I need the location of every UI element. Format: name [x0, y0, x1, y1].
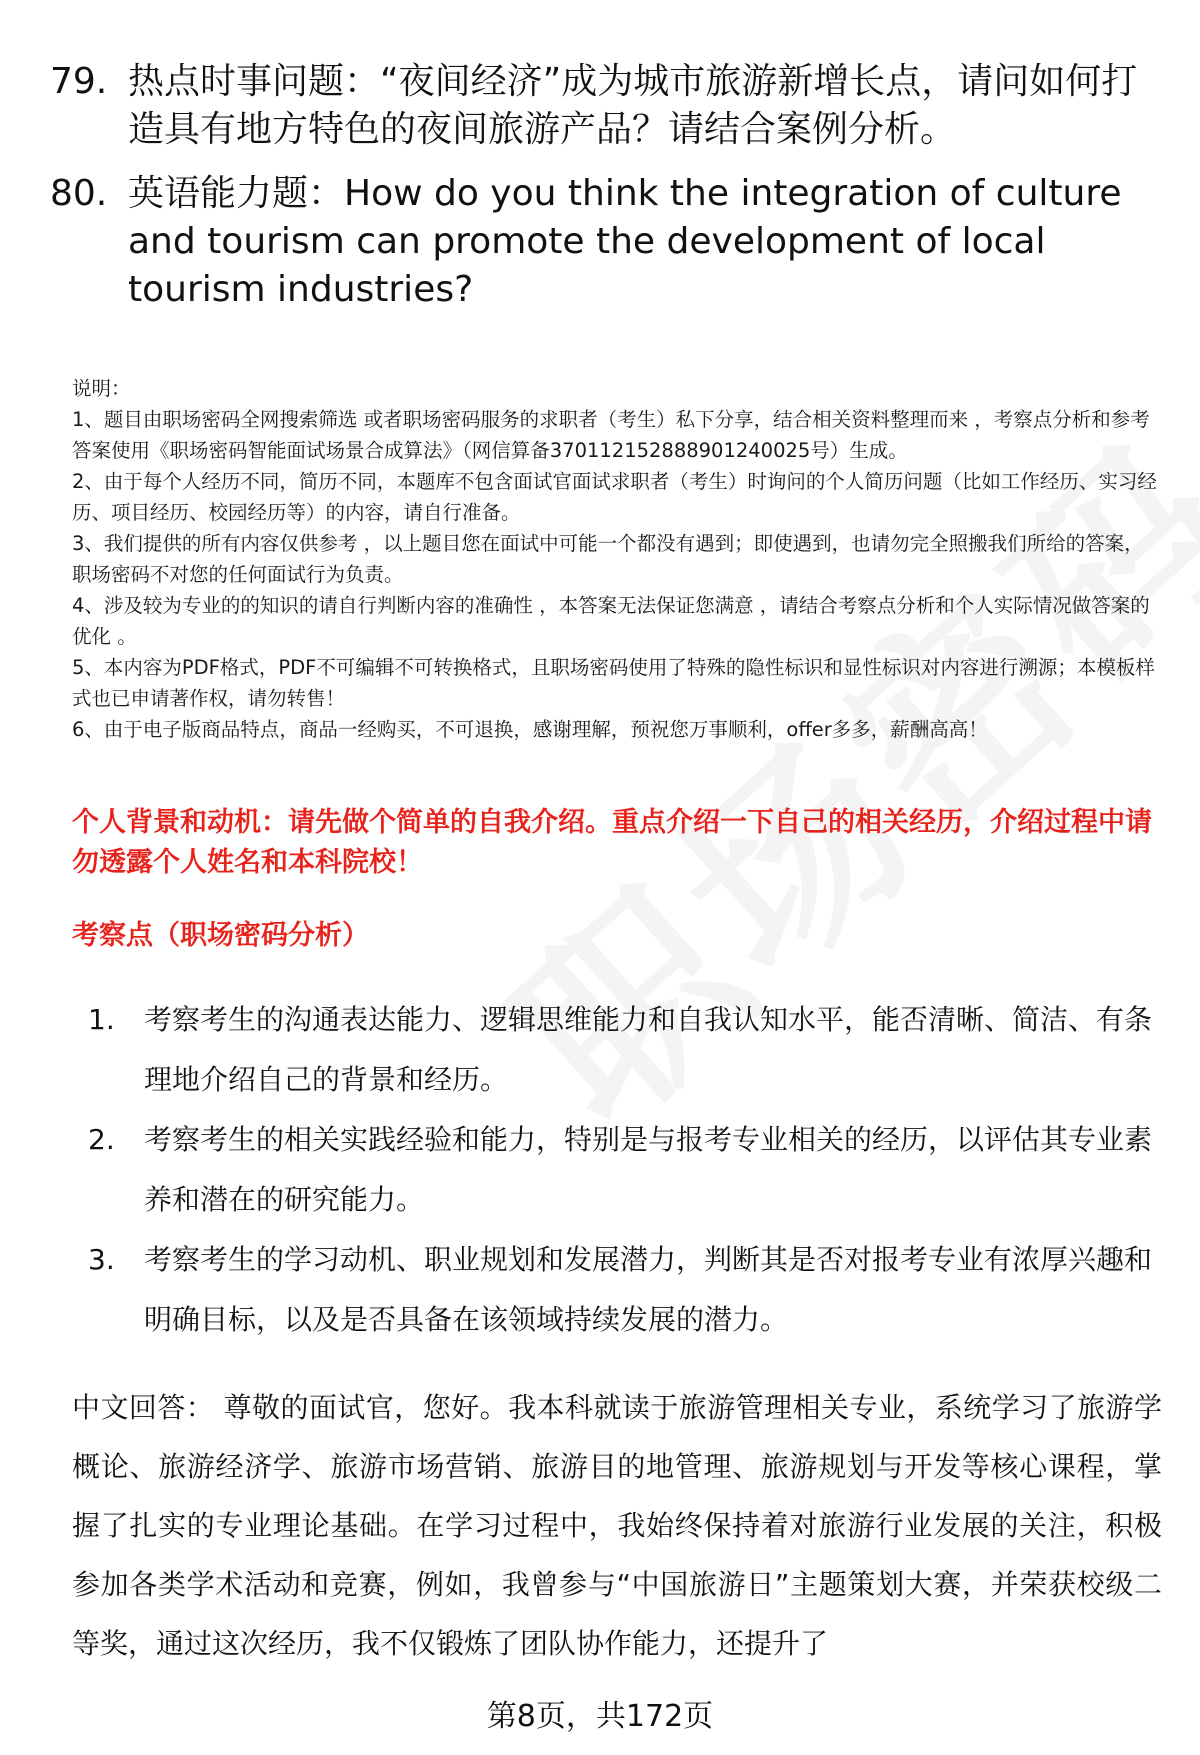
- note-item: 2、由于每个人经历不同，简历不同，本题库不包含面试官面试求职者（考生）时询问的个人简历问题（比如工作经历、实习经历、项目经历、校园经历等）的内容，请自行准备。: [72, 470, 1157, 524]
- analysis-title: 考察点（职场密码分析）: [72, 920, 369, 951]
- point-text: 考察考生的相关实践经验和能力，特别是与报考专业相关的经历，以评估其专业素养和潜在的研究能力。: [144, 1123, 1153, 1216]
- note-item: 1、题目由职场密码全网搜索筛选 或者职场密码服务的求职者（考生）私下分享，结合相关资料整理而来 ，考察点分析和参考答案使用《职场密码智能面试场景合成算法》（网信算备370112152888901240025号）生成。: [72, 408, 1150, 462]
- question-number: 80.: [50, 173, 108, 214]
- answer-paragraph: [72, 1378, 1162, 1673]
- question-80: [50, 170, 1160, 314]
- page-footer: 第8页，共172页: [486, 1699, 714, 1734]
- point-number: 3.: [88, 1243, 115, 1276]
- analysis-point: [72, 1230, 1162, 1350]
- analysis-points: [72, 990, 1162, 1350]
- note-item: 4、涉及较为专业的的知识的请自行判断内容的准确性 ，本答案无法保证您满意 ，请结合考察点分析和个人实际情况做答案的优化 。: [72, 594, 1150, 648]
- question-text: 英语能力题：How do you think the integration of culture and tourism can promote the development of local tourism industries?: [128, 173, 1122, 310]
- question-79: [50, 58, 1160, 154]
- section-title: 个人背景和动机：请先做个简单的自我介绍。重点介绍一下自己的相关经历，介绍过程中请勿透露个人姓名和本科院校！: [72, 807, 1152, 878]
- point-text: 考察考生的沟通表达能力、逻辑思维能力和自我认知水平，能否清晰、简洁、有条理地介绍自己的背景和经历。: [144, 1003, 1153, 1096]
- point-number: 2.: [88, 1123, 115, 1156]
- note-item: 5、本内容为PDF格式，PDF不可编辑不可转换格式，且职场密码使用了特殊的隐性标识和显性标识对内容进行溯源；本模板样式也已申请著作权，请勿转售！: [72, 656, 1155, 710]
- note-item: 3、我们提供的所有内容仅供参考 ，以上题目您在面试中可能一个都没有遇到；即使遇到，也请勿完全照搬我们所给的答案，职场密码不对您的任何面试行为负责。: [72, 532, 1144, 586]
- note-item: 6、由于电子版商品特点，商品一经购买，不可退换，感谢理解，预祝您万事顺利，offer多多，薪酬高高！: [72, 718, 988, 741]
- analysis-point: [72, 1110, 1162, 1230]
- answer-text: 尊敬的面试官，您好。我本科就读于旅游管理相关专业，系统学习了旅游学概论、旅游经济学、旅游市场营销、旅游目的地管理、旅游规划与开发等核心课程，掌握了扎实的专业理论基础。在学习过程中，我始终保持着对旅游行业发展的关注，积极参加各类学术活动和竞赛，例如，我曾参与“中国旅游日”主题策划大赛，并荣获校级二等奖，通过这次经历，我不仅锻炼了团队协作能力，还提升了: [72, 1391, 1162, 1660]
- notes-section: [72, 373, 1162, 745]
- analysis-point: [72, 990, 1162, 1110]
- point-text: 考察考生的学习动机、职业规划和发展潜力，判断其是否对报考专业有浓厚兴趣和明确目标，以及是否具备在该领域持续发展的潜力。: [144, 1243, 1153, 1336]
- answer-label: 中文回答：: [72, 1391, 215, 1424]
- question-number: 79.: [50, 61, 108, 102]
- point-number: 1.: [88, 1003, 115, 1036]
- question-text: 热点时事问题：“夜间经济”成为城市旅游新增长点，请问如何打造具有地方特色的夜间旅游产品？请结合案例分析。: [128, 61, 1138, 150]
- notes-heading: 说明：: [72, 377, 131, 400]
